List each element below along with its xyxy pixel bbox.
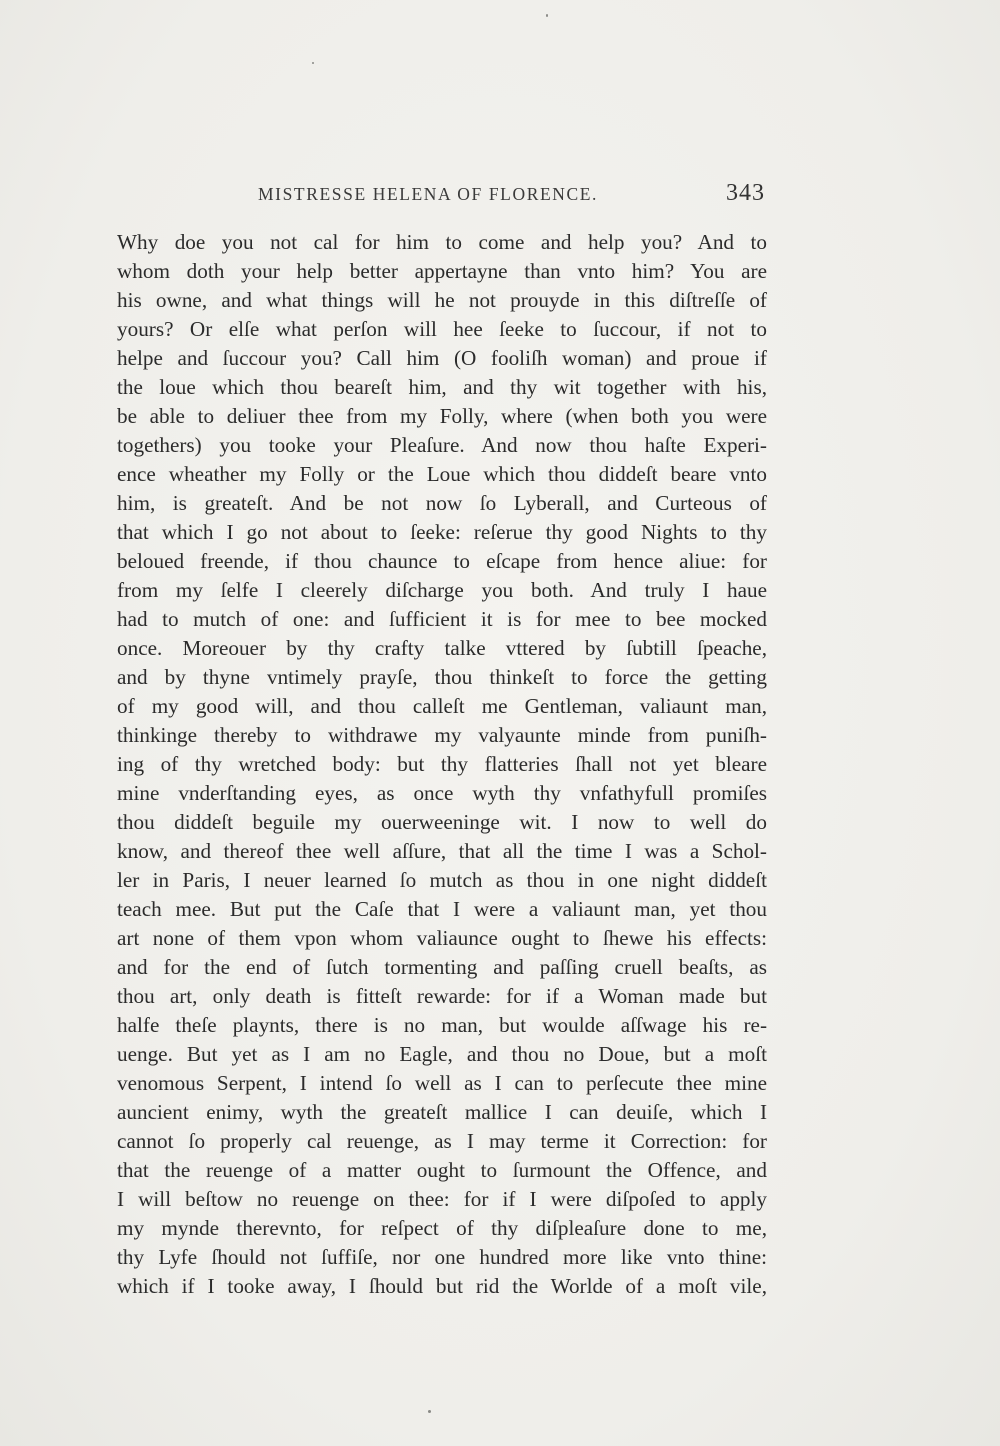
text-line: whom doth your help better appertayne than vnto him? You are [117,259,767,283]
text-line: know, and thereof thee well aſſure, that all the time I was a Schol- [117,839,767,863]
text-line: him, is greateſt. And be not now ſo Lyberall, and Curteous of [117,491,767,515]
text-line: auncient enimy, wyth the greateſt mallice I can deuiſe, which I [117,1100,767,1124]
text-line: once. Moreouer by thy crafty talke vttered by ſubtill ſpeache, [117,636,767,660]
text-line: be able to deliuer thee from my Folly, where (when both you were [117,404,767,428]
text-line: beloued freende, if thou chaunce to eſcape from hence aliue: for [117,549,767,573]
text-line: that which I go not about to ſeeke: reſerue thy good Nights to thy [117,520,767,544]
text-line: yours? Or elſe what perſon will hee ſeeke to ſuccour, if not to [117,317,767,341]
running-title: MISTRESSE HELENA OF FLORENCE. [258,184,599,204]
text-line: my mynde therevnto, for reſpect of thy diſpleaſure done to me, [117,1216,767,1240]
page-number: 343 [726,180,765,206]
text-line: I will beſtow no reuenge on thee: for if I were diſpoſed to apply [117,1187,767,1211]
text-line: which if I tooke away, I ſhould but rid the Worlde of a moſt vile, [117,1274,767,1298]
text-line: art none of them vpon whom valiaunce ought to ſhewe his effects: [117,926,767,950]
text-line: ler in Paris, I neuer learned ſo mutch as thou in one night diddeſt [117,868,767,892]
text-line: the loue which thou beareſt him, and thy wit together with his, [117,375,767,399]
text-line: that the reuenge of a matter ought to ſurmount the Offence, and [117,1158,767,1182]
text-line: mine vnderſtanding eyes, as once wyth thy vnfathyfull promiſes [117,781,767,805]
text-line: thou diddeſt beguile my ouerweeninge wit. I now to well do [117,810,767,834]
body-text [117,228,767,1301]
text-line: his owne, and what things will he not prouyde in this diſtreſſe of [117,288,767,312]
text-line: from my ſelfe I cleerely diſcharge you both. And truly I haue [117,578,767,602]
text-line: cannot ſo properly cal reuenge, as I may terme it Correction: for [117,1129,767,1153]
paper-speck [428,1410,431,1413]
text-line: thou art, only death is fitteſt rewarde: for if a Woman made but [117,984,767,1008]
text-line: Why doe you not cal for him to come and help you? And to [117,230,767,254]
text-line: halfe theſe playnts, there is no man, but woulde aſſwage his re- [117,1013,767,1037]
text-line: and for the end of ſutch tormenting and paſſing cruell beaſts, as [117,955,767,979]
text-line: of my good will, and thou calleſt me Gentleman, valiaunt man, [117,694,767,718]
text-line: thinkinge thereby to withdrawe my valyaunte minde from puniſh- [117,723,767,747]
text-line: helpe and ſuccour you? Call him (O fooliſh woman) and proue if [117,346,767,370]
text-line: teach mee. But put the Caſe that I were a valiaunt man, yet thou [117,897,767,921]
text-line: venomous Serpent, I intend ſo well as I can to perſecute thee mine [117,1071,767,1095]
paper-speck [312,62,314,64]
paper-speck [546,14,548,17]
text-line: togethers) you tooke your Pleaſure. And now thou haſte Experi- [117,433,767,457]
text-line: ing of thy wretched body: but thy flatteries ſhall not yet bleare [117,752,767,776]
text-line: thy Lyfe ſhould not ſuffiſe, nor one hundred more like vnto thine: [117,1245,767,1269]
text-line: ence wheather my Folly or the Loue which thou diddeſt beare vnto [117,462,767,486]
text-line: uenge. But yet as I am no Eagle, and thou no Doue, but a moſt [117,1042,767,1066]
running-head [258,180,768,210]
text-line: had to mutch of one: and ſufficient it is for mee to bee mocked [117,607,767,631]
text-line: and by thyne vntimely prayſe, thou thinkeſt to force the getting [117,665,767,689]
